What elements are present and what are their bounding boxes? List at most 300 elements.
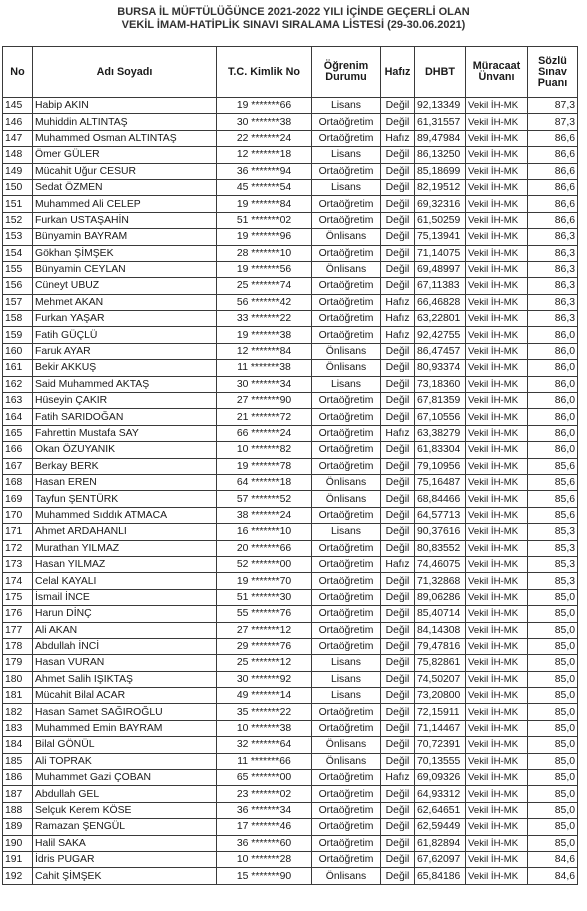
row-education: Önlisans [312,343,381,359]
row-application-title: Vekil İH-MK [466,556,528,572]
row-education: Ortaöğretim [312,425,381,441]
row-education: Önlisans [312,261,381,277]
row-application-title: Vekil İH-MK [466,393,528,409]
row-name: Hasan VURAN [33,655,217,671]
row-education: Ortaöğretim [312,196,381,212]
row-hafiz: Değil [381,868,415,884]
row-oral-exam-score: 86,6 [528,147,578,163]
row-no: 170 [3,507,33,523]
row-education: Lisans [312,376,381,392]
row-name: Furkan YAŞAR [33,311,217,327]
row-tc-id: 10 *******38 [217,720,312,736]
row-dhbt: 85,18699 [415,163,466,179]
row-name: Abdullah GEL [33,786,217,802]
row-tc-id: 23 *******02 [217,786,312,802]
table-row [3,278,578,294]
row-tc-id: 30 *******34 [217,376,312,392]
row-name: Abdullah İNCİ [33,638,217,654]
table-row [3,425,578,441]
row-no: 188 [3,802,33,818]
table-row [3,638,578,654]
row-hafiz: Değil [381,819,415,835]
row-hafiz: Değil [381,737,415,753]
row-tc-id: 29 *******76 [217,638,312,654]
row-oral-exam-score: 86,0 [528,442,578,458]
row-no: 149 [3,163,33,179]
row-hafiz: Değil [381,720,415,736]
row-application-title: Vekil İH-MK [466,196,528,212]
row-tc-id: 33 *******22 [217,311,312,327]
row-oral-exam-score: 86,3 [528,261,578,277]
title-line-1: BURSA İL MÜFTÜLÜĞÜNCE 2021-2022 YILI İÇİNDE GEÇERLİ OLAN [117,6,470,18]
row-name: Cahit ŞİMŞEK [33,868,217,884]
row-name: Muhammed Osman ALTINTAŞ [33,130,217,146]
title-line-2: VEKİL İMAM-HATİPLİK SINAVI SIRALAMA LİSTESİ (29-30.06.2021) [121,19,466,31]
row-hafiz: Değil [381,835,415,851]
row-application-title: Vekil İH-MK [466,130,528,146]
row-oral-exam-score: 85,6 [528,458,578,474]
row-no: 156 [3,278,33,294]
row-application-title: Vekil İH-MK [466,458,528,474]
row-dhbt: 69,09326 [415,770,466,786]
header-application-title: Müracaat Ünvanı [466,47,528,98]
table-row [3,458,578,474]
row-tc-id: 21 *******72 [217,409,312,425]
row-oral-exam-score: 86,6 [528,163,578,179]
row-application-title: Vekil İH-MK [466,704,528,720]
row-no: 185 [3,753,33,769]
row-tc-id: 19 *******78 [217,458,312,474]
row-tc-id: 11 *******66 [217,753,312,769]
row-education: Ortaöğretim [312,835,381,851]
row-hafiz: Değil [381,474,415,490]
row-no: 164 [3,409,33,425]
row-application-title: Vekil İH-MK [466,786,528,802]
row-dhbt: 82,19512 [415,179,466,195]
row-name: Selçuk Kerem KÖSE [33,802,217,818]
row-no: 150 [3,179,33,195]
table-row [3,179,578,195]
row-name: Habip AKIN [33,98,217,114]
row-name: Bilal GÖNÜL [33,737,217,753]
row-education: Ortaöğretim [312,245,381,261]
row-application-title: Vekil İH-MK [466,688,528,704]
row-dhbt: 65,84186 [415,868,466,884]
row-oral-exam-score: 85,0 [528,786,578,802]
table-row [3,327,578,343]
table-row [3,851,578,867]
row-oral-exam-score: 86,0 [528,409,578,425]
row-education: Ortaöğretim [312,409,381,425]
row-oral-exam-score: 85,0 [528,819,578,835]
row-name: Mücahit Uğur CESUR [33,163,217,179]
row-hafiz: Değil [381,376,415,392]
table-row [3,474,578,490]
row-education: Ortaöğretim [312,720,381,736]
row-application-title: Vekil İH-MK [466,802,528,818]
row-dhbt: 70,72391 [415,737,466,753]
row-name: Ahmet ARDAHANLI [33,524,217,540]
row-tc-id: 10 *******82 [217,442,312,458]
row-tc-id: 12 *******84 [217,343,312,359]
row-no: 152 [3,212,33,228]
row-no: 187 [3,786,33,802]
table-row [3,655,578,671]
row-name: Okan ÖZUYANIK [33,442,217,458]
row-dhbt: 71,14467 [415,720,466,736]
row-no: 148 [3,147,33,163]
row-tc-id: 35 *******22 [217,704,312,720]
row-hafiz: Değil [381,491,415,507]
row-dhbt: 69,32316 [415,196,466,212]
row-education: Önlisans [312,229,381,245]
row-hafiz: Değil [381,671,415,687]
row-application-title: Vekil İH-MK [466,163,528,179]
row-application-title: Vekil İH-MK [466,753,528,769]
row-no: 175 [3,589,33,605]
row-no: 146 [3,114,33,130]
row-name: Halil SAKA [33,835,217,851]
row-dhbt: 74,46075 [415,556,466,572]
row-oral-exam-score: 85,0 [528,606,578,622]
row-application-title: Vekil İH-MK [466,261,528,277]
row-oral-exam-score: 86,6 [528,212,578,228]
header-education: Öğrenim Durumu [312,47,381,98]
row-hafiz: Hafız [381,294,415,310]
row-application-title: Vekil İH-MK [466,720,528,736]
row-hafiz: Değil [381,343,415,359]
row-name: Mehmet AKAN [33,294,217,310]
row-oral-exam-score: 86,6 [528,196,578,212]
row-oral-exam-score: 87,3 [528,98,578,114]
row-no: 151 [3,196,33,212]
row-no: 161 [3,360,33,376]
row-tc-id: 57 *******52 [217,491,312,507]
row-education: Önlisans [312,474,381,490]
row-tc-id: 30 *******92 [217,671,312,687]
row-application-title: Vekil İH-MK [466,294,528,310]
row-no: 190 [3,835,33,851]
row-tc-id: 36 *******60 [217,835,312,851]
table-row [3,556,578,572]
header-name: Adı Soyadı [33,47,217,98]
row-tc-id: 49 *******14 [217,688,312,704]
row-education: Önlisans [312,491,381,507]
header-tc-id: T.C. Kimlik No [217,47,312,98]
row-no: 174 [3,573,33,589]
row-hafiz: Hafız [381,556,415,572]
row-dhbt: 61,50259 [415,212,466,228]
row-education: Lisans [312,671,381,687]
row-hafiz: Değil [381,622,415,638]
row-name: Furkan USTAŞAHİN [33,212,217,228]
row-education: Ortaöğretim [312,163,381,179]
row-tc-id: 16 *******10 [217,524,312,540]
table-row [3,589,578,605]
row-name: Harun DİNÇ [33,606,217,622]
table-header-row [3,47,578,98]
row-name: Celal KAYALI [33,573,217,589]
row-oral-exam-score: 84,6 [528,851,578,867]
row-hafiz: Değil [381,540,415,556]
row-application-title: Vekil İH-MK [466,770,528,786]
row-oral-exam-score: 86,0 [528,343,578,359]
row-name: Muhammet Gazi ÇOBAN [33,770,217,786]
row-dhbt: 64,93312 [415,786,466,802]
row-tc-id: 65 *******00 [217,770,312,786]
row-education: Lisans [312,98,381,114]
row-dhbt: 72,15911 [415,704,466,720]
row-tc-id: 19 *******56 [217,261,312,277]
row-tc-id: 51 *******30 [217,589,312,605]
row-education: Ortaöğretim [312,802,381,818]
row-name: Faruk AYAR [33,343,217,359]
row-tc-id: 19 *******96 [217,229,312,245]
row-education: Ortaöğretim [312,770,381,786]
row-dhbt: 71,14075 [415,245,466,261]
row-tc-id: 30 *******38 [217,114,312,130]
row-dhbt: 75,16487 [415,474,466,490]
row-dhbt: 90,37616 [415,524,466,540]
row-application-title: Vekil İH-MK [466,229,528,245]
row-name: Said Muhammed AKTAŞ [33,376,217,392]
row-application-title: Vekil İH-MK [466,671,528,687]
row-no: 171 [3,524,33,540]
row-name: Murathan YILMAZ [33,540,217,556]
row-oral-exam-score: 85,6 [528,491,578,507]
table-row [3,753,578,769]
row-no: 186 [3,770,33,786]
row-tc-id: 45 *******54 [217,179,312,195]
row-name: Mücahit Bilal ACAR [33,688,217,704]
row-name: Hasan Samet SAĞIROĞLU [33,704,217,720]
row-application-title: Vekil İH-MK [466,491,528,507]
row-tc-id: 19 *******70 [217,573,312,589]
row-oral-exam-score: 85,0 [528,671,578,687]
row-education: Ortaöğretim [312,704,381,720]
row-no: 158 [3,311,33,327]
row-hafiz: Değil [381,278,415,294]
row-name: İsmail İNCE [33,589,217,605]
row-dhbt: 89,06286 [415,589,466,605]
row-hafiz: Değil [381,393,415,409]
row-no: 173 [3,556,33,572]
row-education: Ortaöğretim [312,819,381,835]
row-tc-id: 17 *******46 [217,819,312,835]
row-education: Ortaöğretim [312,606,381,622]
row-oral-exam-score: 85,6 [528,474,578,490]
row-oral-exam-score: 85,3 [528,573,578,589]
table-row [3,360,578,376]
row-dhbt: 73,20800 [415,688,466,704]
table-row [3,491,578,507]
row-no: 168 [3,474,33,490]
row-oral-exam-score: 86,0 [528,376,578,392]
row-name: Bünyamin BAYRAM [33,229,217,245]
row-tc-id: 56 *******42 [217,294,312,310]
row-no: 166 [3,442,33,458]
table-row [3,196,578,212]
row-hafiz: Hafız [381,425,415,441]
row-application-title: Vekil İH-MK [466,311,528,327]
table-row [3,540,578,556]
row-no: 153 [3,229,33,245]
row-no: 147 [3,130,33,146]
table-body [3,98,578,885]
row-oral-exam-score: 84,6 [528,868,578,884]
row-hafiz: Değil [381,196,415,212]
table-row [3,442,578,458]
row-hafiz: Değil [381,409,415,425]
row-tc-id: 19 *******84 [217,196,312,212]
table-row [3,507,578,523]
row-tc-id: 19 *******38 [217,327,312,343]
row-tc-id: 64 *******18 [217,474,312,490]
row-no: 181 [3,688,33,704]
row-dhbt: 63,22801 [415,311,466,327]
row-application-title: Vekil İH-MK [466,114,528,130]
row-name: Muhiddin ALTINTAŞ [33,114,217,130]
row-oral-exam-score: 85,0 [528,770,578,786]
row-name: Bekir AKKUŞ [33,360,217,376]
row-name: Fatih GÜÇLÜ [33,327,217,343]
row-oral-exam-score: 85,0 [528,720,578,736]
table-row [3,294,578,310]
row-name: Hasan EREN [33,474,217,490]
row-name: İdris PUGAR [33,851,217,867]
row-no: 176 [3,606,33,622]
row-education: Ortaöğretim [312,507,381,523]
table-row [3,737,578,753]
row-tc-id: 20 *******66 [217,540,312,556]
row-tc-id: 27 *******90 [217,393,312,409]
row-application-title: Vekil İH-MK [466,474,528,490]
row-dhbt: 67,62097 [415,851,466,867]
row-hafiz: Değil [381,179,415,195]
row-dhbt: 75,82861 [415,655,466,671]
table-row [3,688,578,704]
row-dhbt: 86,13250 [415,147,466,163]
row-education: Ortaöğretim [312,540,381,556]
row-hafiz: Hafız [381,130,415,146]
header-dhbt: DHBT [415,47,466,98]
row-hafiz: Değil [381,442,415,458]
row-hafiz: Değil [381,786,415,802]
row-no: 160 [3,343,33,359]
table-row [3,770,578,786]
row-oral-exam-score: 86,0 [528,327,578,343]
row-dhbt: 64,57713 [415,507,466,523]
row-oral-exam-score: 86,6 [528,130,578,146]
table-row [3,868,578,884]
row-tc-id: 11 *******38 [217,360,312,376]
row-name: Cüneyt UBUZ [33,278,217,294]
row-dhbt: 86,47457 [415,343,466,359]
row-oral-exam-score: 86,3 [528,245,578,261]
header-hafiz: Hafız [381,47,415,98]
row-education: Önlisans [312,753,381,769]
table-row [3,835,578,851]
row-application-title: Vekil İH-MK [466,507,528,523]
row-education: Lisans [312,524,381,540]
table-row [3,376,578,392]
row-hafiz: Değil [381,245,415,261]
row-oral-exam-score: 85,3 [528,540,578,556]
row-education: Ortaöğretim [312,114,381,130]
row-education: Ortaöğretim [312,638,381,654]
table-row [3,343,578,359]
row-education: Ortaöğretim [312,573,381,589]
row-dhbt: 67,11383 [415,278,466,294]
table-row [3,311,578,327]
table-row [3,114,578,130]
header-no: No [3,47,33,98]
table-row [3,98,578,114]
row-oral-exam-score: 86,6 [528,179,578,195]
table-row [3,720,578,736]
row-application-title: Vekil İH-MK [466,343,528,359]
row-tc-id: 10 *******28 [217,851,312,867]
row-application-title: Vekil İH-MK [466,212,528,228]
table-row [3,524,578,540]
row-hafiz: Hafız [381,770,415,786]
row-education: Ortaöğretim [312,212,381,228]
row-no: 167 [3,458,33,474]
row-hafiz: Değil [381,212,415,228]
row-hafiz: Değil [381,114,415,130]
row-education: Ortaöğretim [312,311,381,327]
row-oral-exam-score: 85,6 [528,507,578,523]
row-no: 189 [3,819,33,835]
row-application-title: Vekil İH-MK [466,638,528,654]
row-dhbt: 80,83552 [415,540,466,556]
table-row [3,802,578,818]
row-tc-id: 28 *******10 [217,245,312,261]
row-education: Ortaöğretim [312,294,381,310]
row-no: 178 [3,638,33,654]
row-name: Ahmet Salih IŞIKTAŞ [33,671,217,687]
row-application-title: Vekil İH-MK [466,540,528,556]
row-oral-exam-score: 86,3 [528,294,578,310]
row-application-title: Vekil İH-MK [466,868,528,884]
row-oral-exam-score: 85,0 [528,688,578,704]
table-row [3,704,578,720]
row-no: 165 [3,425,33,441]
row-dhbt: 73,18360 [415,376,466,392]
row-application-title: Vekil İH-MK [466,606,528,622]
row-name: Ömer GÜLER [33,147,217,163]
row-education: Lisans [312,688,381,704]
row-oral-exam-score: 85,0 [528,737,578,753]
row-oral-exam-score: 86,0 [528,393,578,409]
row-tc-id: 66 *******24 [217,425,312,441]
row-education: Önlisans [312,868,381,884]
row-no: 172 [3,540,33,556]
table-row [3,786,578,802]
row-education: Ortaöğretim [312,442,381,458]
row-education: Önlisans [312,737,381,753]
row-name: Muhammed Sıddık ATMACA [33,507,217,523]
row-oral-exam-score: 85,0 [528,835,578,851]
row-hafiz: Değil [381,573,415,589]
row-no: 184 [3,737,33,753]
row-hafiz: Değil [381,704,415,720]
row-name: Tayfun ŞENTÜRK [33,491,217,507]
row-dhbt: 85,40714 [415,606,466,622]
row-no: 145 [3,98,33,114]
row-education: Lisans [312,179,381,195]
row-tc-id: 15 *******90 [217,868,312,884]
